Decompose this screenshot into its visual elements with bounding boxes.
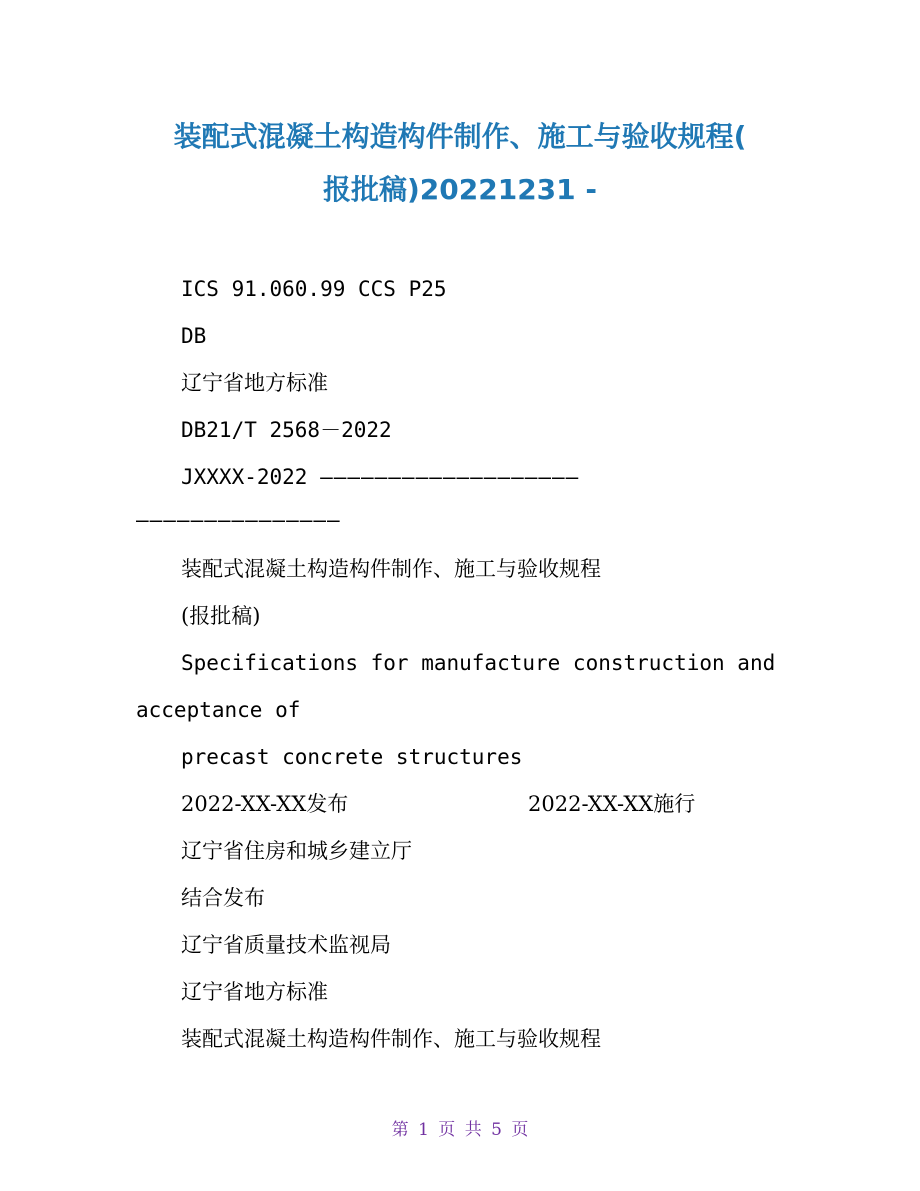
- chinese-title-repeat: 装配式混凝土构造构件制作、施工与验收规程: [181, 1027, 601, 1051]
- province-standard-label-repeat: 辽宁省地方标准: [181, 980, 328, 1004]
- chinese-title: 装配式混凝土构造构件制作、施工与验收规程: [181, 557, 601, 581]
- document-title-line-2: 报批稿)20221231 -: [322, 173, 598, 206]
- document-title-line-1: 装配式混凝土构造构件制作、施工与验收规程(: [173, 120, 747, 153]
- page-number-footer: 第 1 页 共 5 页: [391, 1120, 529, 1140]
- english-title-line-3: precast concrete structures: [181, 745, 523, 769]
- jx-line: [181, 464, 579, 490]
- ics-code: ICS 91.060.99 CCS P25: [181, 277, 447, 301]
- issuing-authority-2: 辽宁省质量技术监视局: [181, 933, 391, 957]
- english-title-line-1: Specifications for manufacture construction and: [181, 651, 776, 675]
- issuing-authority-1: 辽宁省住房和城乡建立厅: [181, 839, 412, 863]
- draft-label: (报批稿): [181, 604, 261, 628]
- joint-issue-label: 结合发布: [181, 886, 265, 910]
- province-standard-label: 辽宁省地方标准: [181, 371, 328, 395]
- english-title-line-2: acceptance of: [136, 698, 301, 722]
- separator-rule: ———————————————————: [320, 465, 580, 489]
- standard-number: DB21/T 2568－2022: [181, 418, 392, 442]
- separator-rule-continued: ———————————————: [136, 508, 341, 532]
- jx-code: JXXXX-2022: [181, 465, 321, 489]
- issue-date: 2022-XX-XX发布: [181, 792, 349, 816]
- effective-date: 2022-XX-XX施行: [528, 792, 696, 816]
- db-label: DB: [181, 324, 207, 348]
